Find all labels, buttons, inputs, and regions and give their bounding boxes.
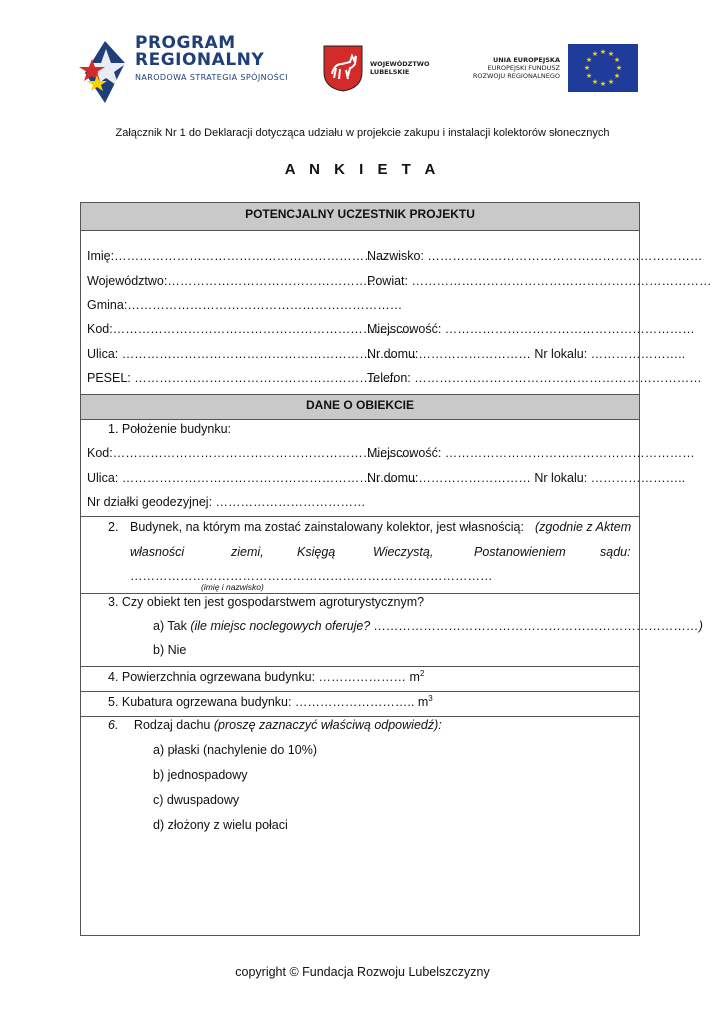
- voivodeship-field[interactable]: Województwo:……………………………………………: [87, 274, 380, 288]
- eu-logo-text: [460, 56, 560, 80]
- divider: [81, 716, 639, 717]
- eu-logo-line2: EUROPEJSKI FUNDUSZ: [487, 64, 560, 72]
- last-name-field[interactable]: Nazwisko: …………………………………………………………: [367, 249, 703, 263]
- ownership-note: (zgodnie z Aktem: [535, 520, 632, 534]
- program-regionalny-logo: [75, 33, 295, 105]
- program-star-emblem-icon: [75, 33, 133, 105]
- building-house-number-field[interactable]: Nr domu:……………………… Nr lokalu: …………………..: [367, 471, 686, 485]
- svg-text:★: ★: [599, 48, 607, 56]
- ownership-question: Budynek, na którym ma zostać zainstalowany kolektor, jest własnością:: [130, 520, 524, 534]
- phone-field[interactable]: Telefon: ……………………………………………………………: [367, 371, 702, 385]
- roof-option-single-pitch[interactable]: b) jednospadowy: [153, 768, 248, 782]
- eu-logo: [460, 44, 640, 92]
- first-name-field[interactable]: Imię:……………………………………………………………: [87, 249, 402, 263]
- owner-name-hint: (imię i nazwisko): [201, 582, 264, 592]
- owner-name-field[interactable]: ……………………………………………………………………………: [130, 569, 493, 583]
- svg-text:★: ★: [599, 80, 607, 88]
- heated-area-field[interactable]: [108, 669, 424, 684]
- ownership-number: 2.: [108, 520, 119, 534]
- house-number-field[interactable]: Nr domu:……………………… Nr lokalu: …………………..: [367, 347, 686, 361]
- street-field[interactable]: Ulica: ……………………………………………………………..: [87, 347, 417, 361]
- svg-text:★: ★: [613, 72, 621, 80]
- svg-text:★: ★: [613, 56, 621, 64]
- lubelskie-crest-icon: [322, 44, 364, 92]
- ownership-note-word: własności: [130, 545, 185, 559]
- attachment-caption: Załącznik Nr 1 do Deklaracji dotycząca udziału w projekcie zakupu i instalacji kolektorów słonecznych: [115, 127, 610, 139]
- page-title: A N K I E T A: [284, 161, 441, 178]
- svg-text:★: ★: [607, 78, 615, 86]
- eu-logo-line3: ROZWOJU REGIONALNEGO: [472, 72, 560, 80]
- roof-type-number: 6.: [108, 718, 119, 732]
- program-logo-line2: REGIONALNY: [135, 50, 265, 70]
- plot-number-field[interactable]: Nr działki geodezyjnej: ………………………………: [87, 495, 366, 509]
- building-city-field[interactable]: Miejscowość: ……………………………………………………: [367, 446, 695, 460]
- section-participant-header: POTENCJALNY UCZESTNIK PROJEKTU: [81, 203, 639, 231]
- agrotourism-question: 3. Czy obiekt ten jest gospodarstwem agroturystycznym?: [108, 595, 425, 609]
- svg-text:★: ★: [615, 64, 623, 72]
- svg-text:★: ★: [583, 64, 591, 72]
- copyright-footer: copyright © Fundacja Rozwoju Lubelszczyzny: [235, 965, 490, 979]
- eu-flag-icon: [568, 44, 638, 92]
- roof-type-question: [108, 718, 442, 732]
- ownership-note-word: Księgą: [297, 545, 336, 559]
- heated-volume-field[interactable]: [108, 694, 433, 709]
- divider: [81, 516, 639, 517]
- county-field[interactable]: Powiat: ………………………………………………………………: [367, 274, 712, 288]
- program-logo-subtitle: NARODOWA STRATEGIA SPÓJNOŚCI: [135, 73, 288, 82]
- roof-option-gable[interactable]: c) dwuspadowy: [153, 793, 240, 807]
- svg-text:★: ★: [591, 50, 599, 58]
- agrotourism-yes-option[interactable]: [153, 619, 703, 633]
- svg-text:★: ★: [607, 50, 615, 58]
- ownership-note-word: ziemi,: [231, 545, 264, 559]
- pesel-field[interactable]: PESEL: ………………………………………………………: [87, 371, 397, 385]
- divider: [81, 593, 639, 594]
- roof-option-complex[interactable]: d) złożony z wielu połaci: [153, 818, 288, 832]
- agrotourism-beds-field[interactable]: (ile miejsc noclegowych oferuje? ……………………………………………………………………): [190, 619, 703, 633]
- commune-field[interactable]: Gmina:…………………………………………………………: [87, 298, 403, 312]
- svg-text:★: ★: [585, 72, 593, 80]
- svg-text:★: ★: [585, 56, 593, 64]
- agrotourism-no-option[interactable]: b) Nie: [153, 643, 187, 657]
- heated-area-unit-exponent: 2: [419, 669, 425, 678]
- building-street-field[interactable]: Ulica: ……………………………………………………………..: [87, 471, 417, 485]
- heated-volume-label: 5. Kubatura ogrzewana budynku: ……………………….. m: [108, 695, 429, 710]
- building-location-label: 1. Położenie budynku:: [108, 422, 232, 436]
- ownership-note-word: Wieczystą,: [373, 545, 434, 559]
- lubelskie-logo: [320, 44, 440, 92]
- eu-logo-line1: UNIA EUROPEJSKA: [492, 56, 560, 64]
- divider: [81, 666, 639, 667]
- roof-type-instruction: (proszę zaznaczyć właściwą odpowiedź):: [213, 718, 442, 732]
- roof-option-flat[interactable]: a) płaski (nachylenie do 10%): [153, 743, 317, 757]
- divider: [81, 691, 639, 692]
- heated-volume-unit-exponent: 3: [428, 694, 433, 703]
- lubelskie-logo-text: [370, 60, 430, 76]
- survey-form: [80, 202, 712, 936]
- lubelskie-logo-line1: WOJEWÓDZTWO: [370, 60, 430, 68]
- agrotourism-yes-label: a) Tak: [153, 619, 187, 633]
- roof-type-label: Rodzaj dachu: [133, 718, 211, 732]
- building-postal-code-field[interactable]: Kod:………………………………………………………………: [87, 446, 413, 460]
- city-field[interactable]: Miejscowość: ……………………………………………………: [367, 322, 695, 336]
- heated-area-label: 4. Powierzchnia ogrzewana budynku: ………………… m: [108, 670, 420, 685]
- svg-text:★: ★: [591, 78, 599, 86]
- program-logo-line1: PROGRAM: [135, 33, 236, 53]
- postal-code-field[interactable]: Kod:………………………………………………………………: [87, 322, 413, 336]
- lubelskie-logo-line2: LUBELSKIE: [370, 68, 410, 76]
- section-object-header: DANE O OBIEKCIE: [81, 394, 639, 420]
- ownership-note-word: sądu:: [600, 545, 631, 559]
- ownership-note-word: Postanowieniem: [474, 545, 566, 559]
